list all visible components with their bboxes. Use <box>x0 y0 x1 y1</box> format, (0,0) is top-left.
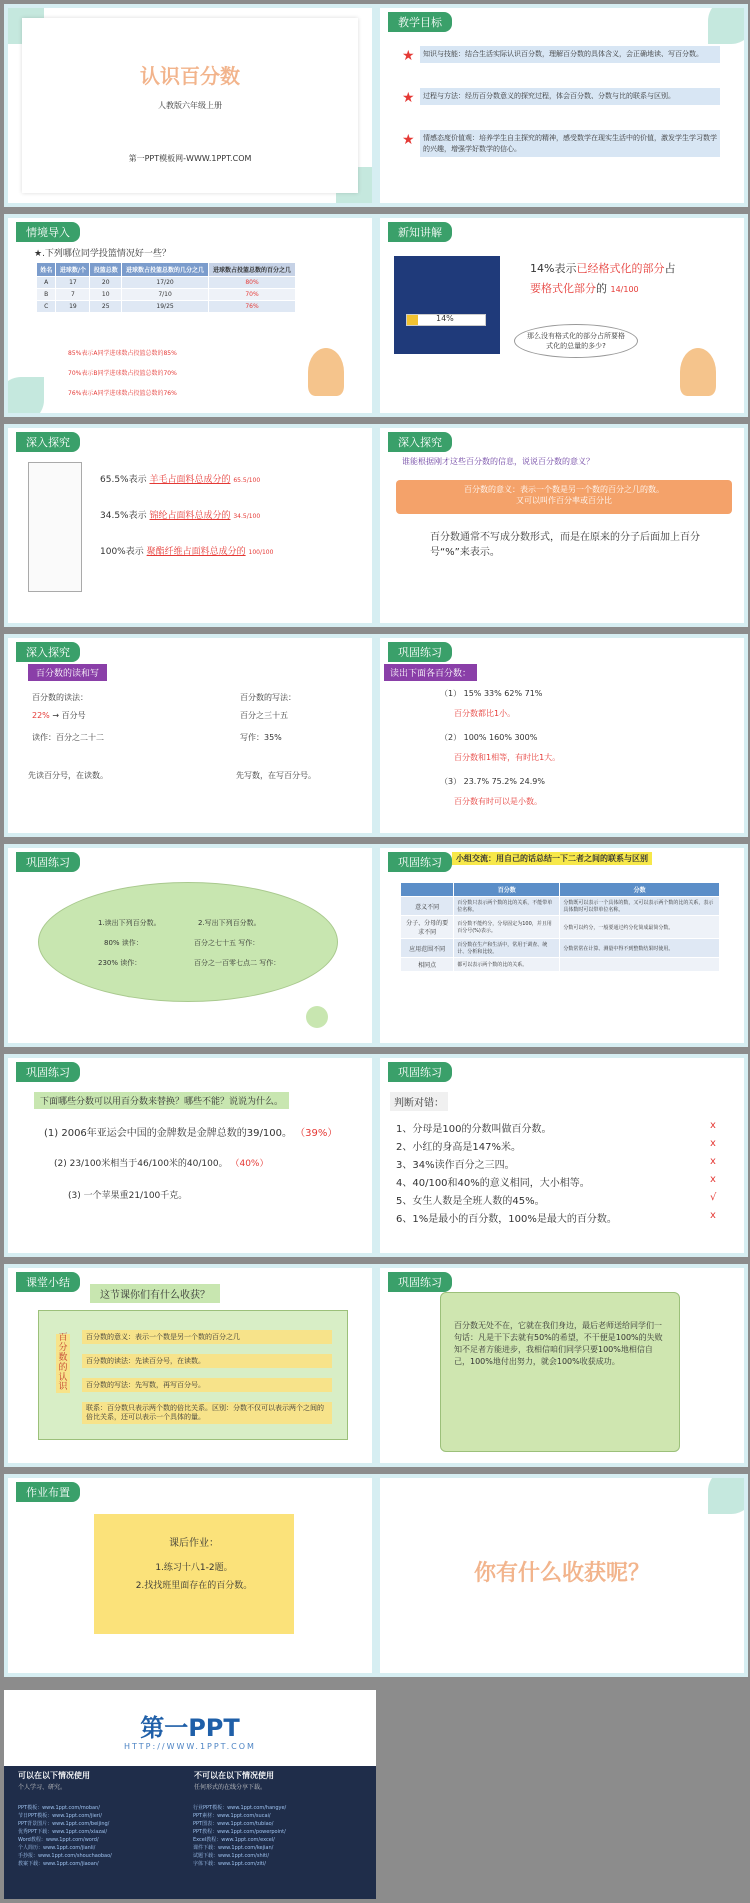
title: 判断对错： <box>390 1092 448 1111</box>
judge-item: 2、小红的身高是147%米。 <box>396 1142 521 1153</box>
text: 已经格式化的部分 <box>576 262 665 275</box>
td: 19 <box>56 301 90 313</box>
td: 分数既可以表示一个具体的数，又可以表示两个数的比的关系，表示具体数时可以带单位名称。 <box>560 897 720 916</box>
td: 应用范围不同 <box>401 939 454 958</box>
judge-item: 4、40/100和40%的意义相同，大小相等。 <box>396 1178 590 1189</box>
explain-row <box>100 472 260 485</box>
objective-item: 情感态度价值观：培养学生自主探究的精神，感受数学在现实生活中的价值，激发学生学习数学的兴趣，增强学好数学的信心。 <box>420 130 720 157</box>
arrow-icon: → <box>52 711 60 720</box>
subtitle: 百分数的读和写 <box>28 664 107 681</box>
td <box>560 958 720 972</box>
th: 百分数 <box>454 883 560 897</box>
statement <box>530 280 639 296</box>
cannot-title: 不可以在以下情况使用 <box>194 1771 274 1780</box>
td: 70% <box>209 289 296 301</box>
sticky-note <box>94 1514 294 1634</box>
star-icon: ★ <box>402 132 415 148</box>
answer: （39%） <box>295 1128 338 1139</box>
td: 10 <box>90 289 122 301</box>
link[interactable]: PPT教程：www.1ppt.com/powerpoint/ <box>193 1829 286 1835</box>
judge-item: 5、女生人数是全班人数的45%。 <box>396 1196 545 1207</box>
summary-row: 百分数的读法：先读百分号，在读数。 <box>82 1354 332 1368</box>
td: 百分数只表示两个数的比的关系，不能带单位名称。 <box>454 897 560 916</box>
logo: 第一PPT <box>140 1714 240 1742</box>
td: C <box>37 301 56 313</box>
slide-practice-cloud <box>4 844 376 1047</box>
objective-item: 过程与方法：经历百分数意义的探究过程，体会百分数、分数与比的联系与区别。 <box>420 88 720 105</box>
ad-panel <box>4 1690 376 1899</box>
td: 7 <box>56 289 90 301</box>
line: 2.找找班里面存在的百分数。 <box>135 1581 253 1591</box>
line: 1.练习十八1-2题。 <box>155 1563 233 1573</box>
td: 25 <box>90 301 122 313</box>
text: 22% <box>32 711 50 720</box>
slide-scroll <box>376 1264 748 1467</box>
td: 80% <box>209 277 296 289</box>
link[interactable]: PPT模板：www.1ppt.com/moban/ <box>18 1805 100 1811</box>
slide-tag: 作业布置 <box>16 1482 80 1502</box>
side-label: 百分数的认识 <box>56 1334 70 1393</box>
td: A <box>37 277 56 289</box>
note: 76%表示A同学进球数占投篮总数的76% <box>68 390 177 397</box>
group-rule: 百分数有时可以是小数。 <box>454 797 542 806</box>
th: 投篮总数 <box>90 263 122 277</box>
link[interactable]: PPT素材：www.1ppt.com/sucai/ <box>193 1813 271 1819</box>
fraction: 34.5/100 <box>233 513 261 520</box>
text: 百分数的写法： <box>240 693 296 702</box>
text: 先写数，在写百分号。 <box>236 771 316 780</box>
td: 7/10 <box>122 289 209 301</box>
text: 80% 读作： <box>104 939 143 947</box>
slide-footer: 第一PPT模板网-WWW.1PPT.COM <box>128 154 252 163</box>
slide-objectives <box>376 4 748 207</box>
slide-title-text: 认识百分数 <box>140 64 240 88</box>
end-text: 你有什么收获呢？ <box>473 1561 650 1586</box>
td: 都可以表示两个数的比的关系。 <box>454 958 560 972</box>
slide-read-write <box>4 634 376 837</box>
format-dialog <box>394 256 500 354</box>
body-text: 百分数通常不写成分数形式，而是在原来的分子后面加上百分号“%”来表示。 <box>430 532 700 558</box>
slide-tag: 深入探究 <box>16 642 80 662</box>
compare-table <box>400 882 720 972</box>
boy-cartoon <box>680 348 716 396</box>
boy-cartoon <box>308 348 344 396</box>
slide-practice-read <box>376 634 748 837</box>
text: 要格式化部分 <box>530 282 596 295</box>
text: 14%表示 <box>530 262 577 275</box>
answer: （40%） <box>230 1159 269 1169</box>
td: 相同点 <box>401 958 454 972</box>
text: (1) 2006年亚运会中国的金牌数是金牌总数的39/100。 <box>44 1128 292 1139</box>
leaf-decoration <box>708 4 748 44</box>
question: 谁能根据刚才这些百分数的信息，说说百分数的意义？ <box>402 457 594 466</box>
slide-tag: 深入探究 <box>388 432 452 452</box>
question: ★.下列哪位同学投篮情况好一些？ <box>34 249 171 259</box>
slide-replace <box>4 1054 376 1257</box>
td: 17/20 <box>122 277 209 289</box>
objective-item: 知识与技能：结合生活实际认识百分数，理解百分数的具体含义，会正确地读、写百分数。 <box>420 46 720 63</box>
progress-label: 14% <box>436 314 454 323</box>
summary-row: 联系：百分数只表示两个数的倍比关系。区别：分数不仅可以表示两个之间的倍比关系，还可以表示一个具体的量。 <box>82 1402 332 1424</box>
note: 70%表示B同学进球数占投篮总数的70% <box>68 370 177 377</box>
leaf-decoration <box>4 377 44 417</box>
text: 写作：35% <box>240 733 282 742</box>
text <box>32 710 86 721</box>
question <box>54 1156 269 1169</box>
text: 占 <box>664 262 676 275</box>
th: 进球数/个 <box>56 263 90 277</box>
text: 聚酯纤维占面料总成分的 <box>146 547 246 557</box>
summary-row: 百分数的写法：先写数，再写百分号。 <box>82 1378 332 1392</box>
text: 65.5%表示 <box>100 475 147 485</box>
slide-judge <box>376 1054 748 1257</box>
slide-explore-1 <box>4 424 376 627</box>
td: 意义不同 <box>401 897 454 916</box>
judge-answer: x <box>710 1120 716 1131</box>
group-rule: 百分数和1相等，有时比1大。 <box>454 753 561 762</box>
slide-tag: 深入探究 <box>16 432 80 452</box>
slide-tag: 巩固练习 <box>388 642 452 662</box>
slide-subtitle: 人教版六年级上册 <box>158 101 222 110</box>
subtitle: 读出下面各百分数： <box>384 664 477 681</box>
judge-answer: x <box>710 1174 716 1185</box>
summary-row: 百分数的意义：表示一个数是另一个数的百分之几 <box>82 1330 332 1344</box>
question: (3) 一个苹果重21/100千克。 <box>68 1191 188 1201</box>
judge-answer: x <box>710 1156 716 1167</box>
statement <box>530 260 675 276</box>
can-title: 可以在以下情况使用 <box>18 1771 90 1780</box>
th: 姓名 <box>37 263 56 277</box>
slide-explore-2 <box>376 424 748 627</box>
slide-summary <box>4 1264 376 1467</box>
link[interactable]: 手抄报：www.1ppt.com/shouchaobao/ <box>18 1853 112 1859</box>
group-rule: 百分数都比1小。 <box>454 709 516 718</box>
link-list <box>18 1804 368 1867</box>
text: 百分之一百零七点二 写作： <box>194 959 281 967</box>
slide-tag: 巩固练习 <box>16 852 80 872</box>
slide-end <box>376 1474 748 1677</box>
text: 百分号 <box>61 711 86 720</box>
text: 百分数的读法： <box>32 693 88 702</box>
text: 100%表示 <box>100 547 144 557</box>
slide-tag: 情境导入 <box>16 222 80 242</box>
star-icon: ★ <box>402 90 415 106</box>
link[interactable]: 试题下载：www.1ppt.com/shiti/ <box>193 1853 270 1859</box>
slide-scenario <box>4 214 376 417</box>
slide-tag: 课堂小结 <box>16 1272 80 1292</box>
fraction: 14/100 <box>610 285 639 294</box>
td: 分数可以约分，一般要通过约分化简成最简分数。 <box>560 916 720 939</box>
link[interactable]: PPT图表：www.1ppt.com/tubiao/ <box>193 1821 274 1827</box>
slide-tag: 巩固练习 <box>16 1062 80 1082</box>
slide-compare <box>376 844 748 1047</box>
meaning-line: 又可以叫作百分率或百分比 <box>516 496 612 506</box>
th <box>401 883 454 897</box>
text: 锦纶占面料总成分的 <box>149 511 231 521</box>
judge-answer: √ <box>710 1192 717 1203</box>
slide-tag: 巩固练习 <box>388 1272 452 1292</box>
note: 85%表示A同学进球数占投篮总数的85% <box>68 350 177 357</box>
td: 分数常常在计算、测量中得不到整数结果时使用。 <box>560 939 720 958</box>
link[interactable]: Word教程：www.1ppt.com/word/ <box>18 1837 99 1843</box>
logo-url: HTTP://WWW.1PPT.COM <box>124 1742 256 1751</box>
link[interactable]: 字体下载：www.1ppt.com/ziti/ <box>193 1861 266 1867</box>
judge-item: 1、分母是100的分数叫做百分数。 <box>396 1124 552 1135</box>
cannot-text: 任何形式的在线分享下载。 <box>194 1784 267 1791</box>
td: 20 <box>90 277 122 289</box>
banner: 小组交流：用自己的话总结一下二者之间的联系与区别 <box>452 852 652 865</box>
meaning-box <box>396 480 732 514</box>
clothing-label <box>28 462 82 592</box>
td: 17 <box>56 277 90 289</box>
star-icon: ★ <box>402 48 415 64</box>
judge-item: 6、1%是最小的百分数，100%是最大的百分数。 <box>396 1214 617 1225</box>
text: 百分之三十五 <box>240 711 288 720</box>
judge-answer: x <box>710 1210 716 1221</box>
td: 百分数在生产和生活中，常用于调查、统计、分析和比较。 <box>454 939 560 958</box>
judge-item: 3、34%读作百分之三四。 <box>396 1160 515 1171</box>
cloud-dot <box>306 1006 328 1028</box>
can-text: 个人学习、研究。 <box>18 1784 67 1791</box>
shooting-table <box>36 262 296 313</box>
explain-row <box>100 544 273 557</box>
slide-inner <box>22 18 358 193</box>
text: 读作：百分之二十二 <box>32 733 104 742</box>
explain-row <box>100 508 260 521</box>
slide-title <box>4 4 376 207</box>
question <box>44 1124 337 1139</box>
fraction: 65.5/100 <box>233 477 261 484</box>
link[interactable]: 课件下载：www.1ppt.com/kejian/ <box>193 1845 274 1851</box>
text: 230% 读作： <box>98 959 142 967</box>
link[interactable]: Excel教程：www.1ppt.com/excel/ <box>193 1837 275 1843</box>
title: 这节课你们有什么收获？ <box>90 1284 220 1303</box>
slide-tag: 巩固练习 <box>388 1062 452 1082</box>
group: （1） 15% 33% 62% 71% <box>440 689 543 698</box>
slide-new-knowledge <box>376 214 748 417</box>
link[interactable]: 优秀PPT下载：www.1ppt.com/xiazai/ <box>18 1829 108 1835</box>
th: 进球数占投篮总数的几分之几 <box>122 263 209 277</box>
text: 34.5%表示 <box>100 511 147 521</box>
judge-answer: x <box>710 1138 716 1149</box>
link[interactable]: 行业PPT模板：www.1ppt.com/hangye/ <box>193 1805 287 1811</box>
th: 分数 <box>560 883 720 897</box>
scroll-text: 百分数无处不在，它就在我们身边，最后老师送给同学们一句话：凡是干下去就有50%的希望，不干便是100%的失败知不足者方能进步，我相信咱们同学只要100%地相信自己，100%地付出努力，就会100%收获成功。 <box>454 1321 663 1366</box>
link[interactable]: PPT背景图片：www.1ppt.com/beijing/ <box>18 1821 110 1827</box>
text: 2.写出下列百分数。 <box>198 919 261 927</box>
slide-tag: 教学目标 <box>388 12 452 32</box>
slide-tag: 新知讲解 <box>388 222 452 242</box>
thought-bubble: 那么没有格式化的部分占所要格式化的总量的多少? <box>514 324 638 358</box>
td: 百分数不能约分，分母固定为100，并且用百分号(%)表示。 <box>454 916 560 939</box>
ad-footer <box>4 1766 376 1899</box>
meaning-line: 百分数的意义：表示一个数是另一个数的百分之几的数。 <box>464 485 664 494</box>
title: 课后作业： <box>169 1538 219 1549</box>
link[interactable]: 教案下载：www.1ppt.com/jiaoan/ <box>18 1861 99 1867</box>
cloud-shape <box>38 882 338 1002</box>
th: 进球数占投篮总数的百分之几 <box>209 263 296 277</box>
text: (2) 23/100米相当于46/100米的40/100。 <box>54 1159 228 1169</box>
group: （3） 23.7% 75.2% 24.9% <box>440 777 545 786</box>
fraction: 100/100 <box>248 549 274 556</box>
text: 先读百分号，在读数。 <box>28 771 108 780</box>
td: 分子、分母的要求不同 <box>401 916 454 939</box>
leaf-decoration <box>708 1474 748 1514</box>
link[interactable]: 个人简历：www.1ppt.com/jianli/ <box>18 1845 96 1851</box>
group: （2） 100% 160% 300% <box>440 733 538 742</box>
progress-fill <box>407 315 418 325</box>
scroll-paper <box>440 1292 680 1452</box>
slide-tag: 巩固练习 <box>388 852 452 872</box>
text: 1.读出下列百分数。 <box>98 919 161 927</box>
link[interactable]: 节日PPT模板：www.1ppt.com/jieri/ <box>18 1813 102 1819</box>
text: 百分之七十五 写作： <box>194 939 260 947</box>
td: 19/25 <box>122 301 209 313</box>
banner: 下面哪些分数可以用百分数来替换？哪些不能？说说为什么。 <box>34 1092 289 1109</box>
text: 的 <box>596 282 607 295</box>
td: 76% <box>209 301 296 313</box>
slide-homework <box>4 1474 376 1677</box>
td: B <box>37 289 56 301</box>
text: 羊毛占面料总成分的 <box>149 475 231 485</box>
